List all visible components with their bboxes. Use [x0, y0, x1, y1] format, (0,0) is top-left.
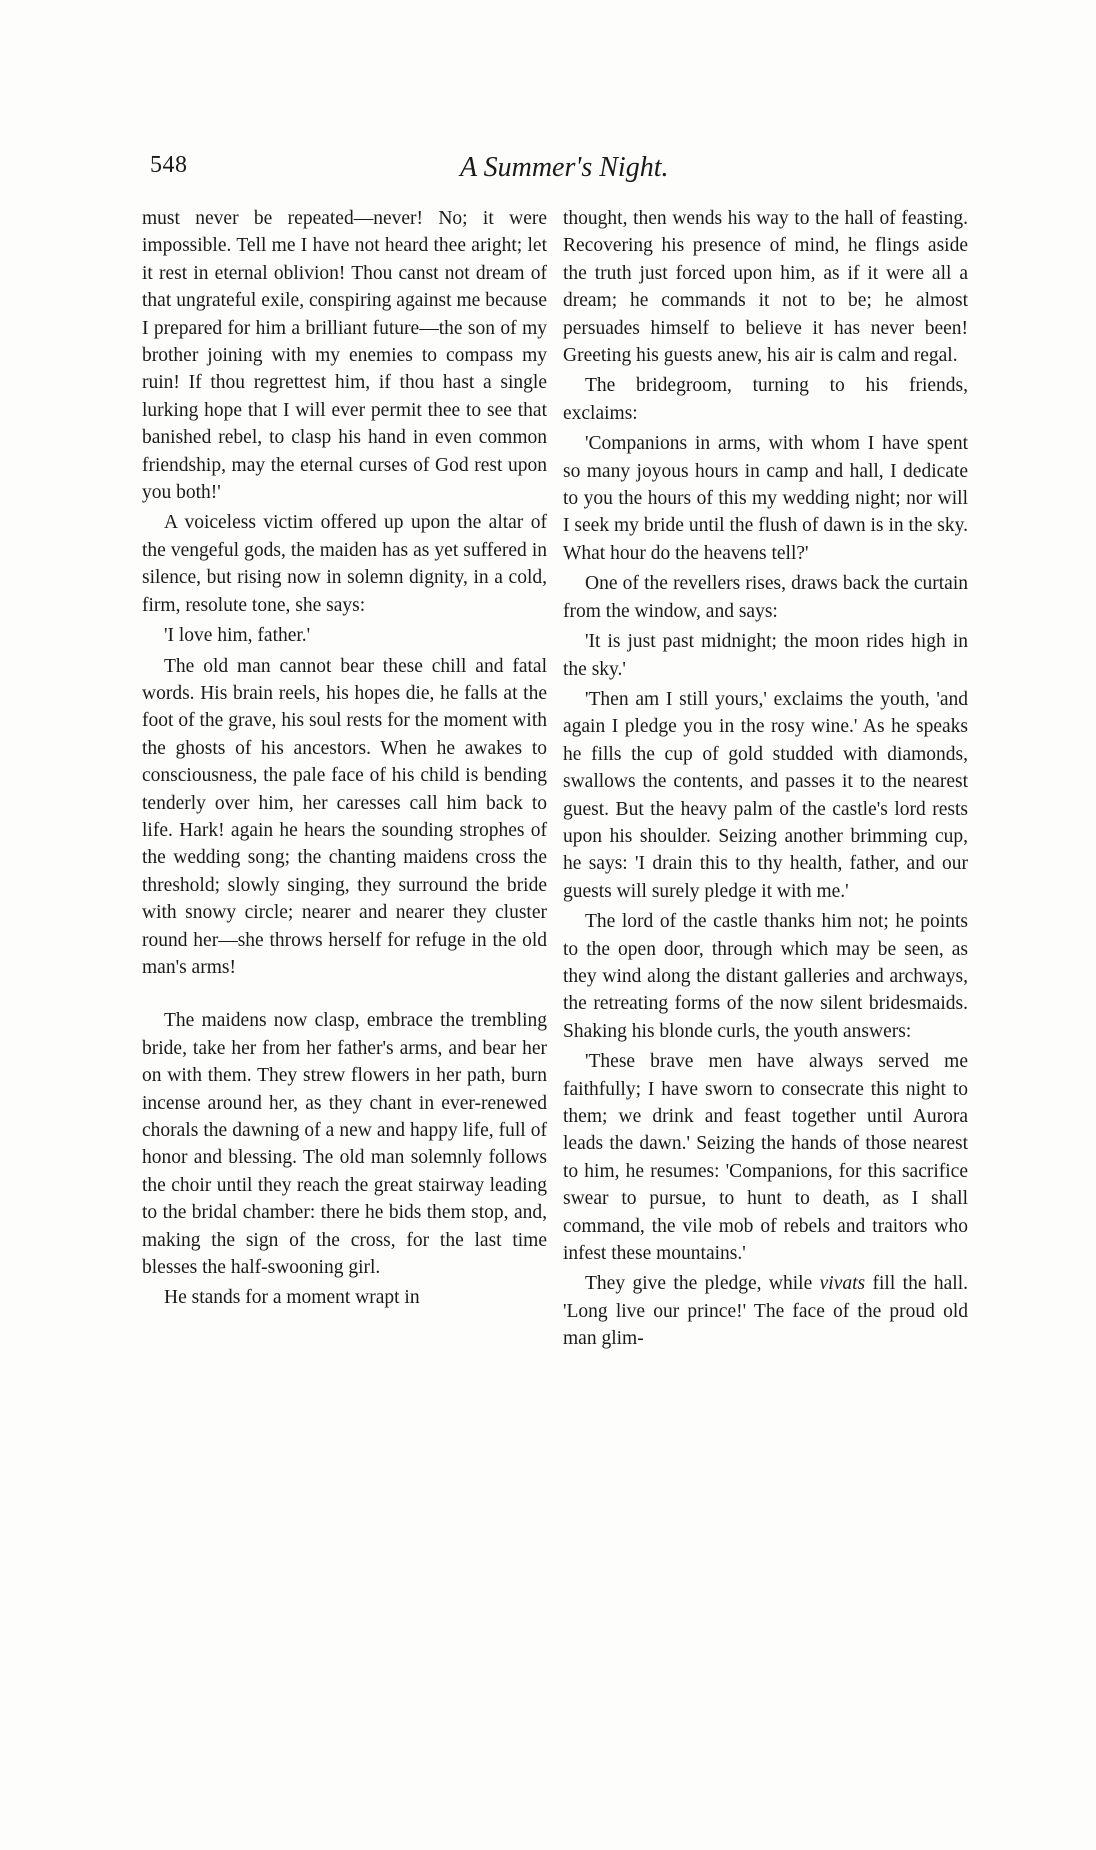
paragraph: 'Companions in arms, with whom I have spent so many joyous hours in camp and hall, I dedicate to you the hours of this my wedding night; nor will I seek my bride until the flush of dawn is in the sky. What hour do the heavens tell?' [563, 433, 968, 564]
paragraph: A voiceless victim offered up upon the altar of the vengeful gods, the maiden has as yet suffered in silence, but rising now in solemn dignity, in a cold, firm, resolute tone, she says: [142, 512, 547, 616]
right-column [563, 205, 968, 1356]
running-title: A Summer's Night. [460, 152, 669, 183]
paragraph: 'These brave men have always served me faithfully; I have sworn to consecrate this night to them; we drink and feast together until Aurora leads the dawn.' Seizing the hands of those nearest to him, he resumes: 'Companions, for this sacrifice swear to pursue, to hunt to death, as I shall command, the vile mob of rebels and traitors who infest these mountains.' [563, 1051, 968, 1265]
paragraph: The bridegroom, turning to his friends, exclaims: [563, 375, 968, 424]
paragraph: The old man cannot bear these chill and fatal words. His brain reels, his hopes die, he falls at the foot of the grave, his soul rests for the moment with the ghosts of his ancestors. When he awakes to consciousness, the pale face of his child is bending tenderly over him, her caresses call him back to life. Hark! again he hears the sounding strophes of the wedding song; the chanting maidens cross the threshold; slowly singing, they surround the bride with snowy circle; nearer and nearer they cluster round her—she throws herself for refuge in the old man's arms! [142, 655, 547, 978]
text-run: fill the hall. 'Long live our prince!' The face of the proud old man glim- [563, 1273, 969, 1350]
italic-word: vivats [819, 1273, 866, 1295]
paragraph: 'It is just past midnight; the moon rides high in the sky.' [563, 631, 968, 680]
paragraph [563, 1270, 968, 1352]
page-header [150, 152, 970, 188]
paragraph: thought, then wends his way to the hall of feasting. Recovering his presence of mind, he flings aside the truth just forced upon him, as if it were all a dream; he commands it not to be; he almost persuades himself to believe it has never been! Greeting his guests anew, his air is calm and regal. [563, 208, 968, 367]
text-run: They give the pledge, while [585, 1273, 820, 1295]
paragraph: The lord of the castle thanks him not; he points to the open door, through which may be seen, as they wind along the distant galleries and archways, the retreating forms of the now silent bridesmaids. Shaking his blonde curls, the youth answers: [563, 911, 968, 1042]
paragraph: 'Then am I still yours,' exclaims the youth, 'and again I pledge you in the rosy wine.' As he speaks he fills the cup of gold studded with diamonds, swallows the contents, and passes it to the nearest guest. But the heavy palm of the castle's lord rests upon his shoulder. Seizing another brimming cup, he says: 'I drain this to thy health, father, and our guests will surely pledge it with me.' [563, 688, 968, 902]
paragraph: He stands for a moment wrapt in [164, 1287, 420, 1309]
paragraph: The maidens now clasp, embrace the trembling bride, take her from her father's arms, and bear her on with them. They strew flowers in her path, burn incense around her, as they chant in ever-renewed chorals the dawning of a new and happy life, full of honor and blessing. The old man solemnly follows the choir until they reach the great stairway leading to the bridal chamber: there he bids them stop, and, making the sign of the cross, for the last time blesses the half-swooning girl. [142, 1010, 547, 1279]
paragraph: One of the revellers rises, draws back the curtain from the window, and says: [563, 573, 968, 622]
paragraph: must never be repeated—never! No; it were impossible. Tell me I have not heard thee aright; let it rest in eternal oblivion! Thou canst not dream of that ungrateful exile, conspiring against me because I prepared for him a brilliant future—the son of my brother joining with my enemies to compass my ruin! If thou regrettest him, if thou hast a single lurking hope that I will ever permit thee to see that banished rebel, to clasp his hand in even common friendship, may the eternal curses of God rest upon you both!' [142, 208, 547, 504]
left-column [142, 205, 547, 1315]
paragraph: 'I love him, father.' [164, 625, 311, 647]
page-number: 548 [150, 152, 188, 178]
